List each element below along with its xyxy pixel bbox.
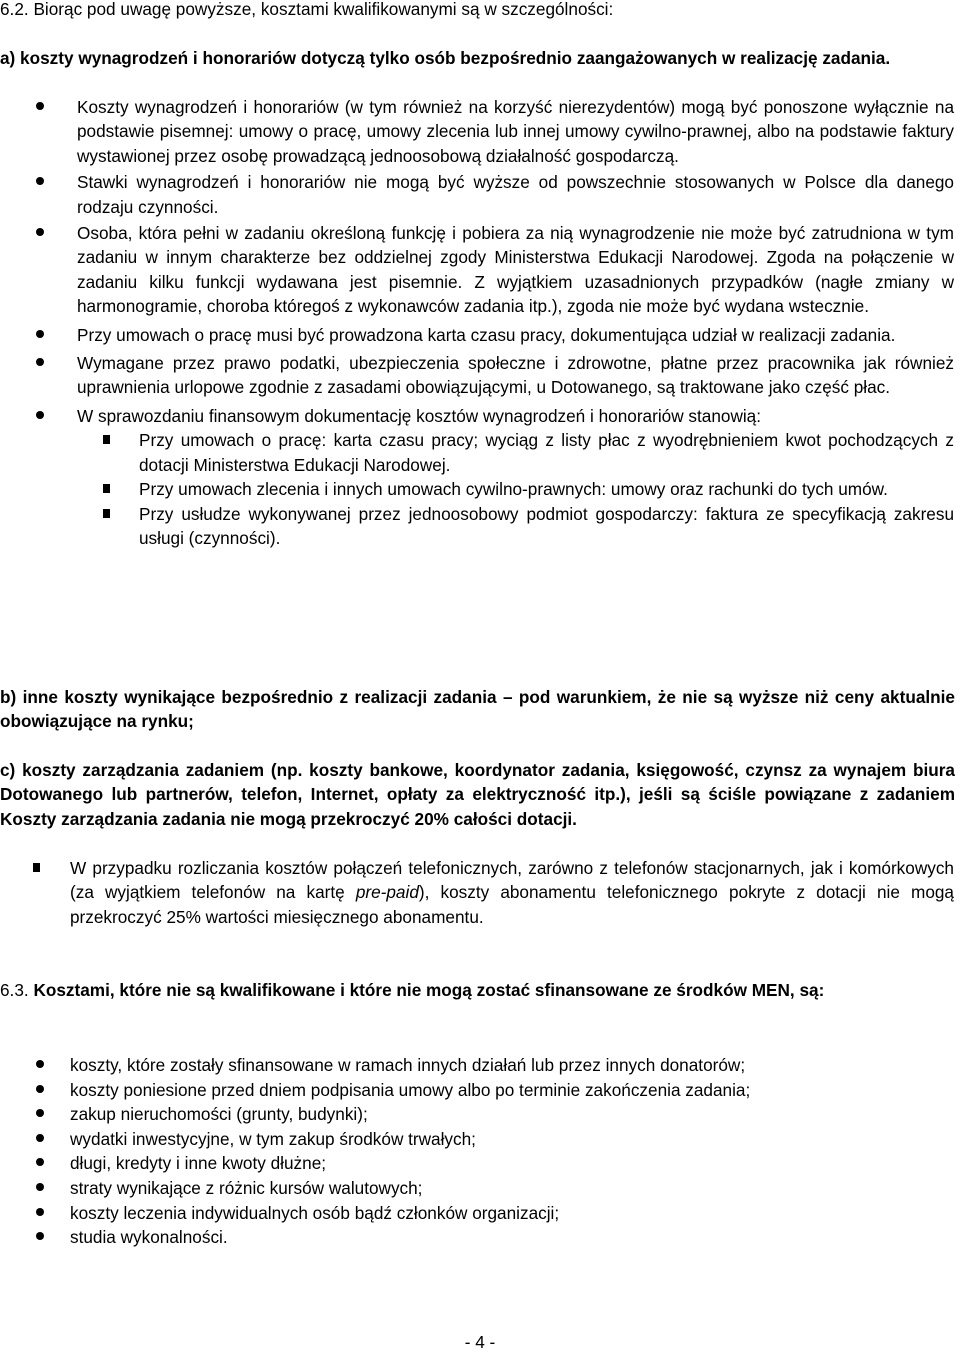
list-item-text: długi, kredyty i inne kwoty dłużne; — [70, 1153, 327, 1174]
bullet-dot-icon — [36, 177, 44, 185]
list-item-text: straty wynikające z różnic kursów walutowych; — [70, 1177, 423, 1198]
bullet-dot-icon — [36, 1060, 44, 1068]
list-item — [0, 1201, 960, 1226]
bullet-text: Osoba, która pełni w zadaniu określoną funkcję i pobiera za nią wynagrodzenie nie może być zatrudniona w tym zadaniu w innym charakterze bez oddzielnej zgody Ministerstwa Edukacji Narodowej. Zgoda na połączenie w zadaniu kilku funkcji wydawana jest pisemnie. Z wyjątkiem uzasadnionych przypadków (nagłe zmiany w harmonogramie, choroba któregoś z wykonawców zadania itp.), zgoda nie może być wydana wstecznie. — [77, 223, 954, 317]
list-item — [0, 170, 960, 219]
list-item — [0, 428, 960, 477]
list-item — [0, 404, 960, 428]
sub-bullet-text-part: W przypadku rozliczania kosztów połączeń telefonicznych, zarówno z telefonów stacjonarnych, jak i komórkowych (za wyjątkiem telefonów na kartę — [70, 858, 954, 903]
bullet-dot-icon — [36, 1134, 44, 1142]
item-a-bullet-list — [0, 95, 960, 550]
item-c-sub-bullet — [0, 856, 960, 929]
list-item-text: koszty leczenia indywidualnych osób bądź członków organizacji; — [70, 1202, 560, 1223]
bullet-text: Koszty wynagrodzeń i honorariów (w tym również na korzyść nierezydentów) mogą być ponoszone wyłącznie na podstawie pisemnej: umowy o pracę, umowy zlecenia lub innej umowy cywilno-prawnej, albo na podstawie faktury wystawionej przez osobę prowadzącą jednoosobową działalność gospodarczą. — [77, 97, 954, 166]
list-item — [0, 1176, 960, 1201]
bullet-dot-icon — [36, 330, 44, 338]
list-item-text: koszty, które zostały sfinansowane w ramach innych działań lub przez innych donatorów; — [70, 1055, 746, 1075]
list-item — [0, 95, 960, 168]
square-bullet-icon — [103, 509, 110, 518]
bullet-dot-icon — [36, 1208, 44, 1216]
list-item — [0, 323, 960, 347]
sub-bullet-text — [70, 856, 954, 929]
list-item-text: wydatki inwestycyjne, w tym zakup środków trwałych; — [70, 1128, 476, 1149]
non-eligible-cost-list — [0, 1053, 960, 1250]
item-b-label: b) inne koszty wynikające bezpośrednio z realizacji zadania – pod warunkiem, że nie są wyższe niż ceny aktualnie obowiązujące na rynku; — [0, 687, 955, 732]
list-item — [0, 502, 960, 551]
page-number: - 4 - — [464, 1332, 496, 1352]
square-bullet-icon — [103, 484, 110, 493]
bullet-dot-icon — [36, 1232, 44, 1240]
sub-bullet-text-part: ), koszty abonamentu telefonicznego pokryte z dotacji nie mogą przekroczyć 25% wartości miesięcznego abonamentu. — [70, 882, 954, 927]
bullet-text: W sprawozdaniu finansowym dokumentację kosztów wynagrodzeń i honorariów stanowią: — [77, 405, 762, 426]
bullet-dot-icon — [36, 1158, 44, 1166]
list-item-text: studia wykonalności. — [70, 1227, 228, 1248]
list-item-text: zakup nieruchomości (grunty, budynki); — [70, 1104, 368, 1125]
bullet-text: Przy umowach o pracę musi być prowadzona karta czasu pracy, dokumentująca udział w realizacji zadania. — [77, 324, 896, 345]
section-number: 6.3. — [0, 980, 29, 1000]
bullet-dot-icon — [36, 411, 44, 419]
list-item — [0, 221, 960, 319]
sub-bullet-italic: pre-paid — [355, 882, 419, 903]
section-heading-6-3 — [0, 978, 955, 1002]
list-item — [0, 1078, 960, 1103]
section-title: Kosztami, które nie są kwalifikowane i które nie mogą zostać sfinansowane ze środków MEN, są: — [33, 980, 825, 1000]
square-bullet-icon — [103, 435, 110, 444]
bullet-dot-icon — [36, 1109, 44, 1117]
square-bullet-icon — [33, 863, 40, 872]
bullet-dot-icon — [36, 358, 44, 366]
list-item — [0, 351, 960, 400]
list-item — [0, 477, 960, 501]
list-item — [0, 1102, 960, 1127]
bullet-dot-icon — [36, 1085, 44, 1093]
bullet-dot-icon — [36, 1183, 44, 1191]
section-heading-6-2: 6.2. Biorąc pod uwagę powyższe, kosztami kwalifikowanymi są w szczególności: — [0, 0, 614, 19]
bullet-dot-icon — [36, 102, 44, 110]
list-item — [0, 1053, 960, 1078]
bullet-dot-icon — [36, 228, 44, 236]
list-item-text: koszty poniesione przed dniem podpisania umowy albo po terminie zakończenia zadania; — [70, 1079, 751, 1100]
item-a-label: a) koszty wynagrodzeń i honorariów dotyczą tylko osób bezpośrednio zaangażowanych w realizację zadania. — [0, 48, 891, 68]
bullet-text: Wymagane przez prawo podatki, ubezpieczenia społeczne i zdrowotne, płatne przez pracownika jak również uprawnienia urlopowe zgodnie z zasadami obowiązującymi, u Dotowanego, są traktowane jako część płac. — [77, 353, 954, 398]
sub-bullet-text: Przy umowach o pracę: karta czasu pracy; wyciąg z listy płac z wyodrębnieniem kwot pochodzących z dotacji Ministerstwa Edukacji Narodowej. — [139, 430, 954, 475]
sub-bullet-text: Przy usłudze wykonywanej przez jednoosobowy podmiot gospodarczy: faktura ze specyfikacją zakresu usługi (czynności). — [139, 503, 954, 548]
list-item — [0, 1127, 960, 1152]
list-item — [0, 1225, 960, 1250]
item-c-label: c) koszty zarządzania zadaniem (np. koszty bankowe, koordynator zadania, księgowość, czynsz za wynajem biura Dotowanego lub partnerów, telefon, Internet, opłaty za elektryczność itp.), jeśli są ściśle powiązane z zadaniem Koszty zarządzania zadania nie mogą przekroczyć 20% całości dotacji. — [0, 760, 955, 829]
bullet-text: Stawki wynagrodzeń i honorariów nie mogą być wyższe od powszechnie stosowanych w Polsce dla danego rodzaju czynności. — [77, 172, 954, 217]
sub-bullet-text: Przy umowach zlecenia i innych umowach cywilno-prawnych: umowy oraz rachunki do tych umów. — [139, 479, 888, 500]
list-item — [0, 1151, 960, 1176]
